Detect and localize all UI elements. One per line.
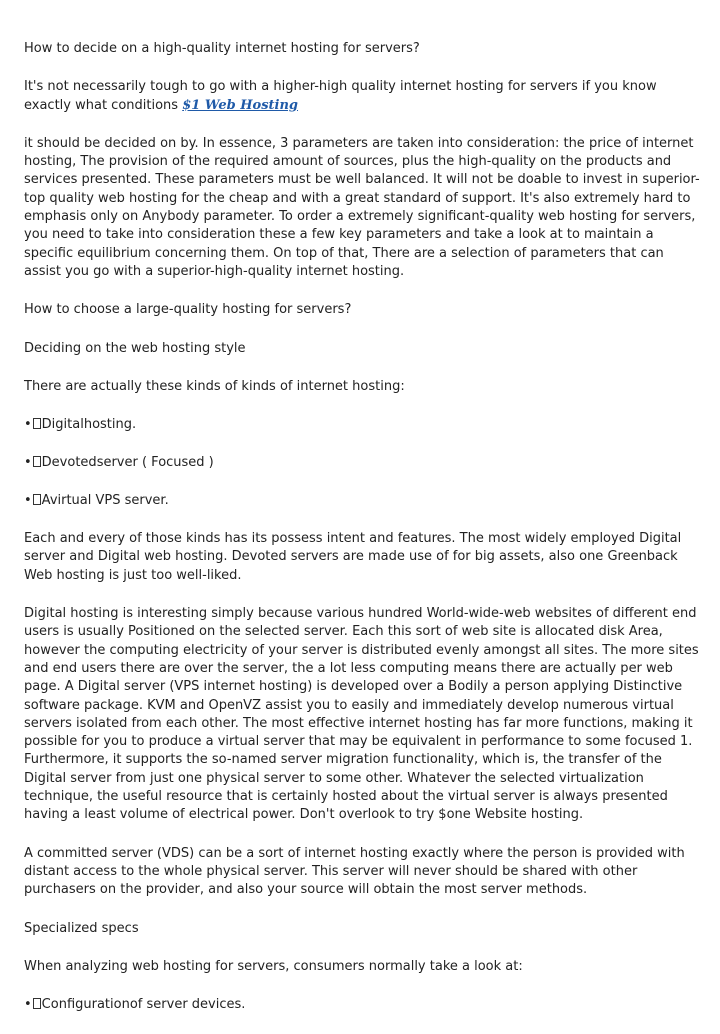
bullet-word: Digital [41,417,84,433]
paragraph-parameters: it should be decided on by. In essence, 3 parameters are taken into consideration: the price of internet hosting, The provision of the required amount of sources, plus the high-quality on the products and services presented. These parameters must be well balanced. It will not be doable to invest in superior-top quality web hosting for the cheap and with a great standard of support. It's also extremely hard to emphasis only on Anybody parameter. To order a extremely significant-quality web hosting for servers, you need to take into consideration these a few key parameters and take a look at to maintain a specific equilibrium concerning them. On top of that, There are a selection of parameters that can assist you go with a superior-high-quality internet hosting. [24,135,700,279]
paragraph-kinds-intro: There are actually these kinds of kinds of internet hosting: [24,378,405,394]
missing-glyph-icon [33,998,41,1009]
bullet-rest: of server devices. [129,997,246,1013]
missing-glyph-icon [33,494,41,505]
intro-text: It's not necessarily tough to go with a higher-high quality internet hosting for servers if you know exactly what conditions [24,79,657,113]
list-item-digital-hosting [24,416,700,434]
list-item-configuration [24,996,700,1014]
bullet-rest: server ( Focused ) [96,455,214,471]
bullet-dot: • [24,417,32,433]
bullet-dot: • [24,455,32,471]
missing-glyph-icon [33,456,41,467]
bullet-word: A [41,493,50,509]
paragraph-committed-server: A committed server (VDS) can be a sort of internet hosting exactly where the person is provided with distant access to the whole physical server. This server will never should be shared with other purchasers on the provider, and also your source will obtain the most server methods. [24,845,685,898]
bullet-rest: virtual VPS server. [49,493,169,509]
heading-choose-hosting: How to choose a large-quality hosting for servers? [24,302,352,318]
intro-paragraph [24,78,700,115]
paragraph-kinds-purpose: Each and every of those kinds has its possess intent and features. The most widely employed Digital server and Digital web hosting. Devoted servers are made use of for big assets, also one Greenback Web hosting is just too well-liked. [24,531,682,583]
bullet-word: Configuration [41,997,130,1013]
document-body [24,40,700,1034]
list-item-vps-server [24,492,700,510]
paragraph-digital-hosting: Digital hosting is interesting simply because various hundred World-wide-web websites of different end users is usually Positioned on the selected server. Each this sort of web site is allocated disk Area, however the computing electricity of your server is distributed evenly amongst all sites. The more sites and end users there are over the server, the a lot less computing means there are actually per web page. A Digital server (VPS internet hosting) is developed over a Bodily a person applying Distinctive software package. KVM and OpenVZ assist you to easily and immediately develop numerous virtual servers isolated from each other. The most effective internet hosting has far more functions, making it possible for you to produce a virtual server that may be equivalent in performance to some focused 1. Furthermore, it supports the so-named server migration functionality, which is, the transfer of the Digital server from just one physical server to some other. Whatever the selected virtualization technique, the useful resource that is certainly hosted about the virtual server is always presented having a least volume of electrical power. Don't overlook to try $one Website hosting. [24,606,699,823]
paragraph-analyzing: When analyzing web hosting for servers, consumers normally take a look at: [24,958,523,974]
missing-glyph-icon [33,418,41,429]
list-item-devoted-server [24,454,700,472]
bullet-rest: hosting. [83,417,137,433]
web-hosting-link[interactable]: $1 Web Hosting [182,97,299,113]
bullet-word: Devoted [41,455,97,471]
heading-hosting-style: Deciding on the web hosting style [24,340,246,356]
heading-decide-hosting: How to decide on a high-quality internet hosting for servers? [24,41,420,56]
heading-specialized-specs: Specialized specs [24,920,139,936]
bullet-dot: • [24,997,32,1013]
bullet-dot: • [24,493,32,509]
